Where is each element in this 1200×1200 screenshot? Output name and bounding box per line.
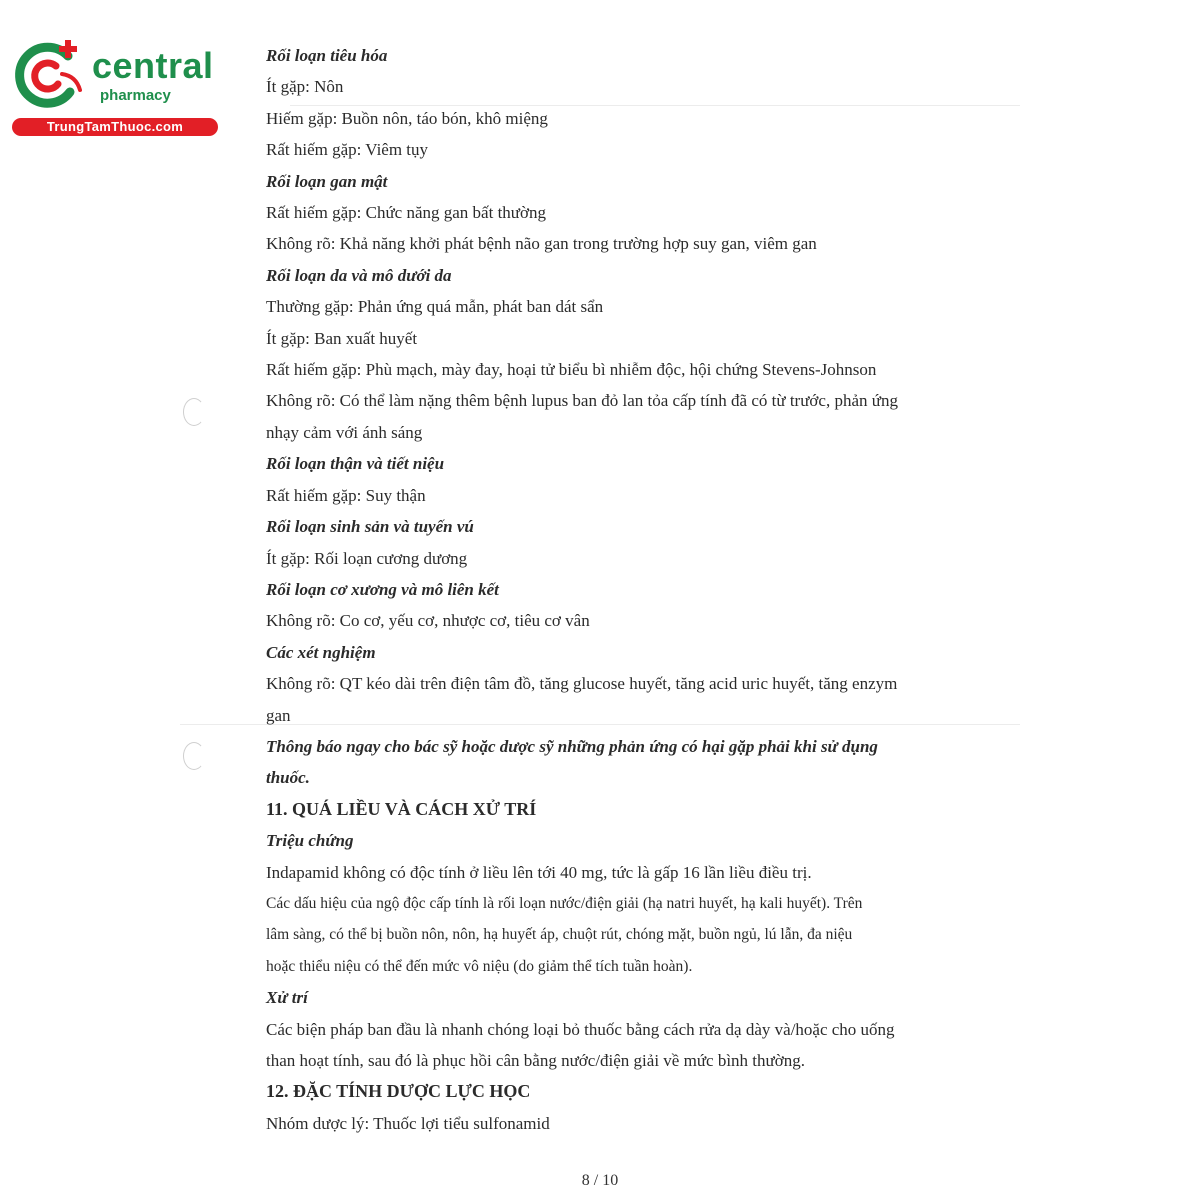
body-text-line: lâm sàng, có thể bị buồn nôn, nôn, hạ huyết áp, chuột rút, chóng mặt, buồn ngủ, lú lẫn, đa niệu — [266, 926, 853, 944]
body-text-line: Hiếm gặp: Buồn nôn, táo bón, khô miệng — [266, 108, 548, 128]
body-text-line: Rất hiếm gặp: Phù mạch, mày đay, hoại tử biểu bì nhiễm độc, hội chứng Stevens-Johnson — [266, 360, 877, 380]
body-text-line: Các biện pháp ban đầu là nhanh chóng loại bỏ thuốc bằng cách rửa dạ dày và/hoặc cho uống — [266, 1019, 895, 1039]
punch-hole-mark — [183, 398, 205, 426]
subsection-heading: Rối loạn gan mật — [266, 171, 388, 191]
logo-wordmark: central — [92, 45, 214, 86]
body-text-line: Rất hiếm gặp: Chức năng gan bất thường — [266, 203, 547, 223]
subsection-heading: Triệu chứng — [266, 831, 354, 851]
body-text-line: nhạy cảm với ánh sáng — [266, 422, 423, 442]
subsection-heading: Rối loạn cơ xương và mô liên kết — [266, 579, 499, 599]
body-text-line: Nhóm dược lý: Thuốc lợi tiểu sulfonamid — [266, 1113, 550, 1133]
central-logo-icon — [10, 36, 90, 116]
body-text-line: Thường gặp: Phản ứng quá mẫn, phát ban dát sẩn — [266, 297, 604, 317]
subsection-heading: Rối loạn tiêu hóa — [266, 46, 388, 65]
body-text-line: Indapamid không có độc tính ở liều lên tới 40 mg, tức là gấp 16 lần liều điều trị. — [266, 862, 812, 882]
body-text-line: Ít gặp: Nôn — [266, 77, 344, 97]
body-text-line: hoặc thiểu niệu có thể đến mức vô niệu (do giảm thể tích tuần hoàn). — [266, 957, 693, 975]
subsection-heading: Rối loạn da và mô dưới da — [266, 265, 452, 285]
body-text-line: Ít gặp: Rối loạn cương dương — [266, 548, 468, 568]
logo-website-badge: TrungTamThuoc.com — [12, 118, 218, 136]
body-text-line: gan — [266, 705, 291, 725]
central-pharmacy-logo — [10, 36, 215, 136]
body-text-line: Các dấu hiệu của ngộ độc cấp tính là rối loạn nước/điện giải (hạ natri huyết, hạ kali huyết). Trên — [266, 894, 863, 912]
punch-hole-mark — [183, 742, 205, 770]
section-heading: 12. ĐẶC TÍNH DƯỢC LỰC HỌC — [266, 1081, 531, 1102]
subsection-heading: Các xét nghiệm — [266, 642, 376, 662]
body-text-line: Không rõ: Co cơ, yếu cơ, nhược cơ, tiêu cơ vân — [266, 611, 590, 631]
body-text-line: Ít gặp: Ban xuất huyết — [266, 328, 418, 348]
body-text-line: Không rõ: Có thể làm nặng thêm bệnh lupus ban đỏ lan tỏa cấp tính đã có từ trước, phản ứng — [266, 391, 898, 411]
body-text-line: Không rõ: QT kéo dài trên điện tâm đồ, tăng glucose huyết, tăng acid uric huyết, tăng enzym — [266, 674, 898, 694]
page-number: 8 / 10 — [581, 1172, 619, 1189]
body-text-line: Không rõ: Khả năng khởi phát bệnh não gan trong trường hợp suy gan, viêm gan — [266, 234, 817, 254]
subsection-heading: Rối loạn thận và tiết niệu — [266, 454, 445, 474]
notice-text: thuốc. — [266, 768, 310, 788]
body-text-line: Rất hiếm gặp: Suy thận — [266, 485, 426, 505]
subsection-heading: Rối loạn sinh sản và tuyến vú — [266, 517, 474, 537]
subsection-heading: Xử trí — [266, 988, 308, 1008]
body-text-line: Rất hiếm gặp: Viêm tụy — [266, 140, 429, 160]
section-heading: 11. QUÁ LIỀU VÀ CÁCH XỬ TRÍ — [266, 798, 537, 819]
body-text-line: than hoạt tính, sau đó là phục hồi cân bằng nước/điện giải về mức bình thường. — [266, 1051, 805, 1070]
logo-subtitle: pharmacy — [100, 87, 171, 104]
notice-text: Thông báo ngay cho bác sỹ hoặc dược sỹ những phản ứng có hại gặp phải khi sử dụng — [266, 736, 878, 756]
document-body — [266, 40, 966, 1139]
